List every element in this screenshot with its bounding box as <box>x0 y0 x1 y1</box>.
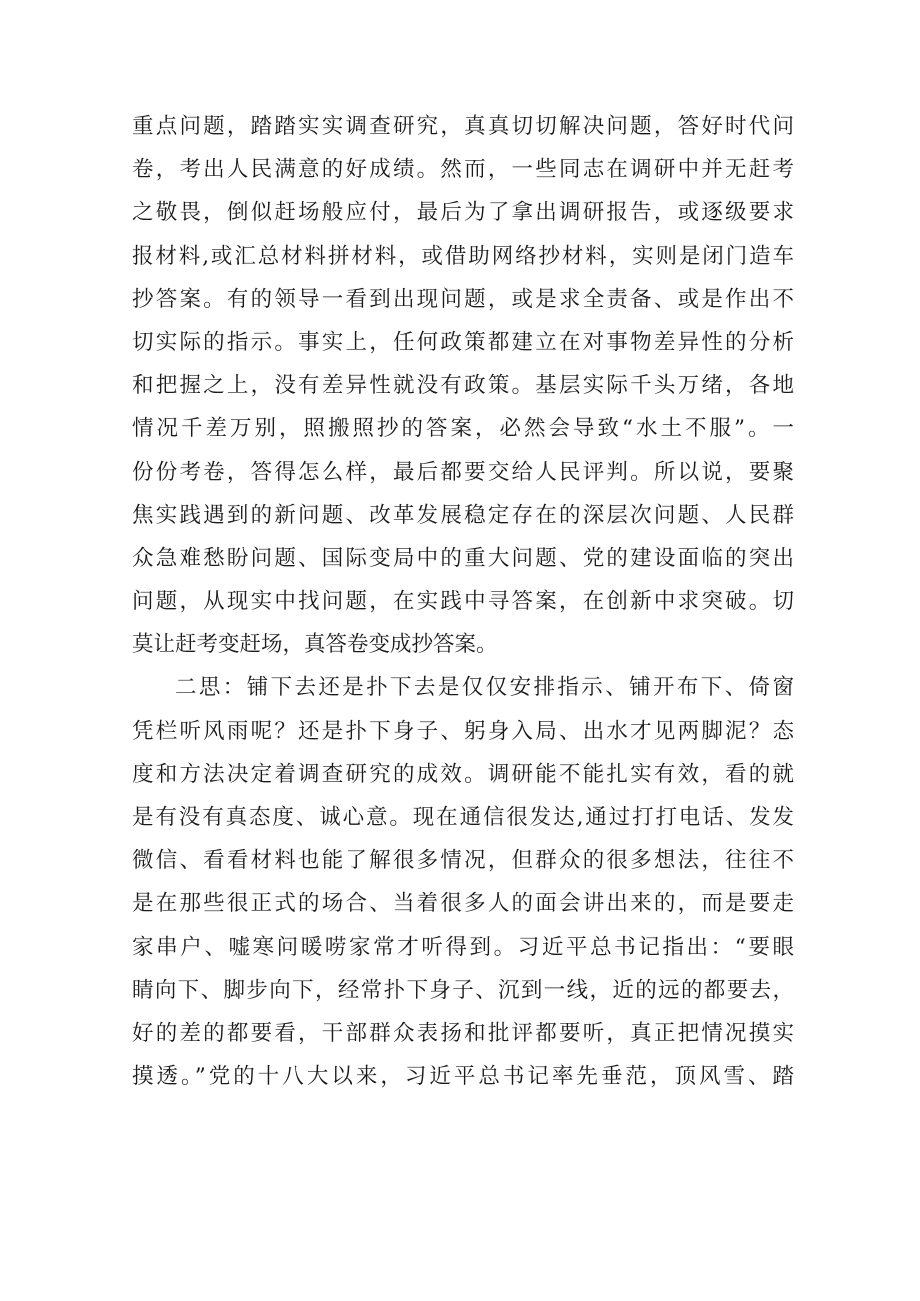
text-line: 问题，从现实中找问题，在实践中寻答案，在创新中求突破。切 <box>132 589 794 615</box>
text-line: 抄答案。有的领导一看到出现问题，或是求全责备、或是作出不 <box>132 286 794 312</box>
text-line: 家串户、嘘寒问暖唠家常才听得到。习近平总书记指出：“要眼 <box>132 934 794 960</box>
text-line: 重点问题，踏踏实实调查研究，真真切切解决问题，答好时代问 <box>132 114 794 139</box>
text-line: 和把握之上，没有差异性就没有政策。基层实际千头万绪，各地 <box>132 373 794 399</box>
text-line: 报材料,或汇总材料拼材料，或借助网络抄材料，实则是闭门造车 <box>132 243 794 269</box>
text-line: 凭栏听风雨呢？还是扑下身子、躬身入局、出水才见两脚泥？态 <box>132 718 794 744</box>
text-line: 睛向下、脚步向下，经常扑下身子、沉到一线，近的远的都要去， <box>132 977 794 1003</box>
text-line: 切实际的指示。事实上，任何政策都建立在对事物差异性的分析 <box>132 329 794 355</box>
text-line: 情况千差万别，照搬照抄的答案，必然会导致“水土不服”。一 <box>132 416 794 442</box>
text-line: 焦实践遇到的新问题、改革发展稳定存在的深层次问题、人民群 <box>132 502 794 528</box>
text-line: 摸透。”党的十八大以来，习近平总书记率先垂范，顶风雪、踏 <box>132 1064 794 1090</box>
text-line: 卷，考出人民满意的好成绩。然而，一些同志在调研中并无赶考 <box>132 157 794 183</box>
text-line: 众急难愁盼问题、国际变局中的重大问题、党的建设面临的突出 <box>132 545 794 571</box>
text-line: 份份考卷，答得怎么样，最后都要交给人民评判。所以说，要聚 <box>132 459 794 485</box>
text-line: 是有没有真态度、诚心意。现在通信很发达,通过打打电话、发发 <box>132 805 794 830</box>
text-line: 是在那些很正式的场合、当着很多人的面会讲出来的，而是要走 <box>132 891 794 917</box>
text-line: 度和方法决定着调查研究的成效。调研能不能扎实有效，看的就 <box>132 761 794 787</box>
body-text <box>132 105 794 1098</box>
text-line: 微信、看看材料也能了解很多情况，但群众的很多想法，往往不 <box>132 848 794 874</box>
text-line: 好的差的都要看，干部群众表扬和批评都要听，真正把情况摸实 <box>132 1020 794 1046</box>
text-line: 之敬畏，倒似赶场般应付，最后为了拿出调研报告，或逐级要求 <box>132 200 794 226</box>
paragraph-end-line: 莫让赶考变赶场，真答卷变成抄答案。 <box>132 632 498 658</box>
paragraph-start-line: 二思：铺下去还是扑下去是仅仅安排指示、铺开布下、倚窗 <box>175 675 794 701</box>
